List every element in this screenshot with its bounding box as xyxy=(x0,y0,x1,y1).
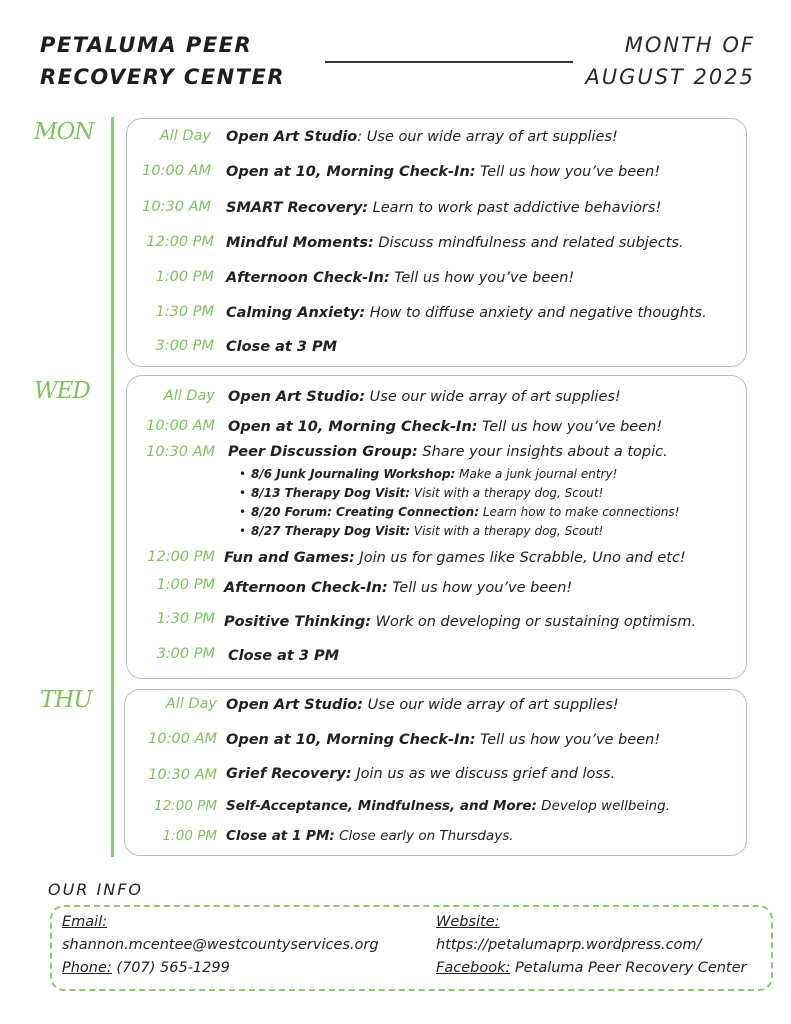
list-item xyxy=(239,524,603,538)
event-title: Positive Thinking: xyxy=(224,614,372,630)
event-text xyxy=(226,697,619,713)
header-divider xyxy=(325,61,573,63)
info-box xyxy=(50,905,773,991)
event-text xyxy=(226,339,337,355)
event-text xyxy=(226,164,660,180)
event-text xyxy=(224,614,696,630)
event-time: 10:30 AM xyxy=(146,444,215,460)
event-time: 1:00 PM xyxy=(162,828,217,844)
facebook-line xyxy=(436,960,747,976)
info-title: OUR INFO xyxy=(48,880,143,899)
event-desc: Share your insights about a topic. xyxy=(417,444,668,460)
event-text xyxy=(228,419,662,435)
event-title: Open at 10, Morning Check-In: xyxy=(226,164,476,180)
day-label-mon: MON xyxy=(34,119,94,145)
event-text xyxy=(226,200,661,216)
email-label: Email: xyxy=(62,914,108,930)
event-text xyxy=(228,444,668,460)
event-text xyxy=(228,648,339,664)
event-time: 1:00 PM xyxy=(156,577,215,593)
event-time: 12:00 PM xyxy=(147,549,215,565)
email-link[interactable]: shannon.mcentee@westcountyservices.org xyxy=(62,937,379,953)
event-title: Mindful Moments: xyxy=(226,235,374,251)
event-title: Open Art Studio: xyxy=(228,389,366,405)
event-desc: Close early on Thursdays. xyxy=(334,828,514,844)
sub-item-desc: Visit with a therapy dog, Scout! xyxy=(410,524,604,538)
event-text xyxy=(226,766,615,782)
event-title: Open Art Studio: xyxy=(226,697,364,713)
org-name-line1: PETALUMA PEER xyxy=(40,33,253,57)
sub-item-desc: Make a junk journal entry! xyxy=(455,467,618,481)
event-time: All Day xyxy=(165,696,217,712)
event-desc: Develop wellbeing. xyxy=(536,798,670,814)
event-text xyxy=(224,550,686,566)
event-time: 1:00 PM xyxy=(155,269,214,285)
event-desc: Use our wide array of art supplies! xyxy=(365,389,621,405)
event-title: Open at 10, Morning Check-In: xyxy=(228,419,478,435)
event-time: 10:30 AM xyxy=(148,767,217,783)
bullet-icon: • xyxy=(239,505,247,519)
event-time: All Day xyxy=(159,128,211,144)
month-label: MONTH OF xyxy=(624,33,755,57)
event-title: Self-Acceptance, Mindfulness, and More: xyxy=(226,798,537,814)
event-desc: Use our wide array of art supplies! xyxy=(363,697,619,713)
event-desc: Tell us how you’ve been! xyxy=(387,580,573,596)
phone-number[interactable]: (707) 565-1299 xyxy=(111,960,230,976)
event-text xyxy=(226,798,670,814)
website-link[interactable]: https://petalumaprp.wordpress.com/ xyxy=(436,937,702,953)
event-desc: : Use our wide array of art supplies! xyxy=(357,129,618,145)
month-value: AUGUST 2025 xyxy=(585,65,755,89)
event-title: Open at 10, Morning Check-In: xyxy=(226,732,476,748)
sub-item-desc: Learn how to make connections! xyxy=(479,505,680,519)
event-title: SMART Recovery: xyxy=(226,200,369,216)
event-text xyxy=(228,389,621,405)
event-text xyxy=(226,129,618,145)
event-desc: Discuss mindfulness and related subjects. xyxy=(373,235,684,251)
event-time: 12:00 PM xyxy=(154,798,217,814)
event-title: Fun and Games: xyxy=(224,550,355,566)
event-time: 1:30 PM xyxy=(155,304,214,320)
event-time: 1:30 PM xyxy=(156,611,215,627)
event-title: Afternoon Check-In: xyxy=(224,580,388,596)
mon-schedule-box xyxy=(126,118,747,367)
event-time: 3:00 PM xyxy=(156,646,215,662)
event-text xyxy=(226,270,574,286)
event-text xyxy=(226,828,514,844)
event-title: Open Art Studio xyxy=(226,129,358,145)
event-desc: Tell us how you’ve been! xyxy=(475,732,661,748)
event-desc: Learn to work past addictive behaviors! xyxy=(368,200,662,216)
phone-line xyxy=(62,960,230,976)
event-title: Calming Anxiety: xyxy=(226,305,366,321)
event-desc: Tell us how you’ve been! xyxy=(475,164,661,180)
facebook-label: Facebook: xyxy=(436,960,511,976)
event-desc: How to diffuse anxiety and negative thoughts. xyxy=(365,305,707,321)
event-desc: Work on developing or sustaining optimism. xyxy=(371,614,697,630)
event-time: 10:00 AM xyxy=(148,731,217,747)
website-label: Website: xyxy=(436,914,500,930)
event-time: 12:00 PM xyxy=(146,234,214,250)
list-item xyxy=(239,505,679,519)
event-desc: Tell us how you’ve been! xyxy=(477,419,663,435)
bullet-icon: • xyxy=(239,467,247,481)
event-time: All Day xyxy=(163,388,215,404)
event-title: Close at 3 PM xyxy=(226,339,338,355)
bullet-icon: • xyxy=(239,524,247,538)
list-item xyxy=(239,467,617,481)
list-item xyxy=(239,486,603,500)
event-title: Afternoon Check-In: xyxy=(226,270,390,286)
facebook-link[interactable]: Petaluma Peer Recovery Center xyxy=(510,960,747,976)
event-title: Close at 1 PM: xyxy=(226,828,335,844)
event-time: 10:00 AM xyxy=(146,418,215,434)
wed-schedule-box xyxy=(126,375,747,679)
sub-item-desc: Visit with a therapy dog, Scout! xyxy=(410,486,604,500)
event-desc: Join us as we discuss grief and loss. xyxy=(351,766,616,782)
day-label-thu: THU xyxy=(40,687,92,713)
sub-item-title: 8/6 Junk Journaling Workshop: xyxy=(251,467,456,481)
event-desc: Tell us how you’ve been! xyxy=(389,270,575,286)
event-title: Peer Discussion Group: xyxy=(228,444,418,460)
event-time: 10:30 AM xyxy=(142,199,211,215)
event-title: Close at 3 PM xyxy=(228,648,340,664)
sub-item-title: 8/13 Therapy Dog Visit: xyxy=(251,486,411,500)
sub-item-title: 8/27 Therapy Dog Visit: xyxy=(251,524,411,538)
event-title: Grief Recovery: xyxy=(226,766,352,782)
event-text xyxy=(226,305,707,321)
event-time: 3:00 PM xyxy=(155,338,214,354)
bullet-icon: • xyxy=(239,486,247,500)
org-name-line2: RECOVERY CENTER xyxy=(40,65,286,89)
event-desc: Join us for games like Scrabble, Uno and etc! xyxy=(354,550,686,566)
event-text xyxy=(226,732,660,748)
phone-label: Phone: xyxy=(62,960,112,976)
event-time: 10:00 AM xyxy=(142,163,211,179)
event-text xyxy=(224,580,572,596)
sub-item-title: 8/20 Forum: Creating Connection: xyxy=(251,505,480,519)
thu-schedule-box xyxy=(124,689,747,856)
event-text xyxy=(226,235,684,251)
day-label-wed: WED xyxy=(34,378,90,404)
